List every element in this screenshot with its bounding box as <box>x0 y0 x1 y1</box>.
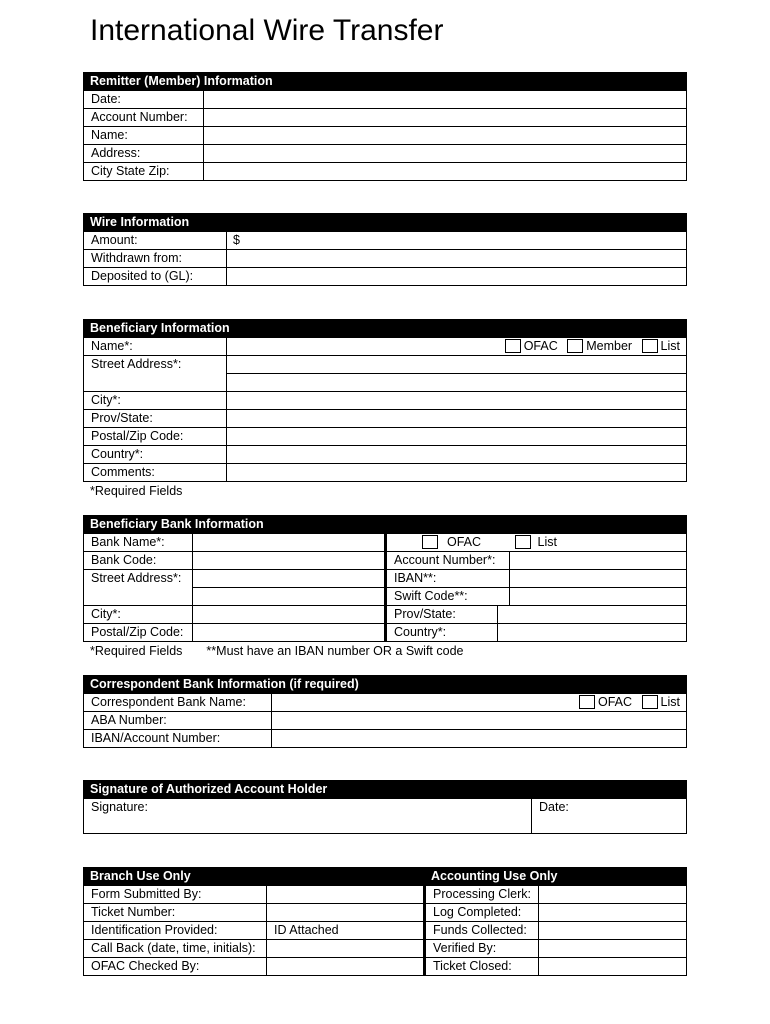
bene-row-street <box>84 356 687 374</box>
bank-row-code <box>84 552 687 570</box>
branch-header: Branch Use Only <box>90 869 191 883</box>
iban-label: IBAN**: <box>386 570 510 588</box>
bene-street-field-2[interactable] <box>227 374 687 392</box>
log-completed-label: Log Completed: <box>425 904 539 922</box>
corr-ofac-group <box>579 694 686 711</box>
corr-ofac-label: OFAC <box>598 695 633 709</box>
corr-row-aba <box>84 712 687 730</box>
remitter-section <box>83 72 687 181</box>
bank-country-label: Country*: <box>386 624 498 642</box>
bene-bank-header: Beneficiary Bank Information <box>83 515 687 533</box>
bank-ofac-label: OFAC <box>447 535 482 549</box>
wire-row-deposited <box>84 268 687 286</box>
bene-comments-field[interactable] <box>227 464 687 482</box>
ticket-closed-label: Ticket Closed: <box>425 958 539 976</box>
corr-iban-label: IBAN/Account Number: <box>84 730 272 748</box>
ticket-closed-field[interactable] <box>539 958 687 976</box>
bank-street-label: Street Address*: <box>84 570 193 606</box>
bene-city-label: City*: <box>84 392 227 410</box>
bank-row-name <box>84 534 687 552</box>
remitter-row-account <box>84 109 687 127</box>
deposited-label: Deposited to (GL): <box>84 268 227 286</box>
bank-ofac-group <box>386 534 687 552</box>
signature-section <box>83 780 687 834</box>
internal-row-4 <box>84 940 687 958</box>
beneficiary-table <box>83 337 687 482</box>
bank-postal-label: Postal/Zip Code: <box>84 624 193 642</box>
identification-label: Identification Provided: <box>84 922 267 940</box>
verified-by-label: Verified By: <box>425 940 539 958</box>
bene-country-field[interactable] <box>227 446 687 464</box>
bank-city-label: City*: <box>84 606 193 624</box>
signature-label: Signature: <box>91 800 148 814</box>
date-label: Date: <box>84 91 204 109</box>
internal-use-table <box>83 885 687 976</box>
ofac-checked-label: OFAC Checked By: <box>84 958 267 976</box>
bank-prov-field[interactable] <box>498 606 687 624</box>
bene-street-field-1[interactable] <box>227 356 687 374</box>
signature-date-field[interactable] <box>532 799 687 834</box>
corr-row-iban <box>84 730 687 748</box>
bene-row-city <box>84 392 687 410</box>
signature-date-label: Date: <box>539 800 569 814</box>
beneficiary-section <box>83 319 687 500</box>
bene-row-comments <box>84 464 687 482</box>
signature-row <box>84 799 687 834</box>
bank-code-label: Bank Code: <box>84 552 193 570</box>
member-checkbox[interactable] <box>567 339 583 353</box>
processing-clerk-label: Processing Clerk: <box>425 886 539 904</box>
form-submitted-label: Form Submitted By: <box>84 886 267 904</box>
remitter-row-address <box>84 145 687 163</box>
bene-country-label: Country*: <box>84 446 227 464</box>
remitter-row-date <box>84 91 687 109</box>
remitter-table <box>83 90 687 181</box>
wire-row-amount <box>84 232 687 250</box>
city-state-zip-field[interactable] <box>204 163 687 181</box>
deposited-field[interactable] <box>227 268 687 286</box>
bank-row-city <box>84 606 687 624</box>
page-title: International Wire Transfer <box>90 14 444 47</box>
remitter-row-city <box>84 163 687 181</box>
corr-list-label: List <box>660 695 680 709</box>
ofac-checkbox[interactable] <box>505 339 521 353</box>
corr-bank-name-label: Correspondent Bank Name: <box>84 694 272 712</box>
aba-label: ABA Number: <box>84 712 272 730</box>
bank-account-number-field[interactable] <box>510 552 687 570</box>
aba-field[interactable] <box>272 712 687 730</box>
list-checkbox[interactable] <box>642 339 658 353</box>
bank-city-field[interactable] <box>193 606 386 624</box>
date-field[interactable] <box>204 91 687 109</box>
accounting-header: Accounting Use Only <box>431 869 558 883</box>
amount-field[interactable]: $ <box>227 232 687 250</box>
correspondent-table <box>83 693 687 748</box>
bene-bank-table <box>83 533 687 642</box>
call-back-field[interactable] <box>267 940 425 958</box>
remitter-header: Remitter (Member) Information <box>83 72 687 90</box>
form-submitted-field[interactable] <box>267 886 425 904</box>
bene-row-name <box>84 338 687 356</box>
processing-clerk-field[interactable] <box>539 886 687 904</box>
swift-code-label: Swift Code**: <box>386 588 510 606</box>
bene-row-country <box>84 446 687 464</box>
call-back-label: Call Back (date, time, initials): <box>84 940 267 958</box>
bene-city-field[interactable] <box>227 392 687 410</box>
account-number-label: Account Number*: <box>386 552 510 570</box>
bank-name-label: Bank Name*: <box>84 534 193 552</box>
ticket-number-field[interactable] <box>267 904 425 922</box>
funds-collected-label: Funds Collected: <box>425 922 539 940</box>
amount-label: Amount: <box>84 232 227 250</box>
wire-header: Wire Information <box>83 213 687 231</box>
withdrawn-label: Withdrawn from: <box>84 250 227 268</box>
log-completed-field[interactable] <box>539 904 687 922</box>
wire-section <box>83 213 687 286</box>
signature-table <box>83 798 687 834</box>
bene-name-label: Name*: <box>84 338 227 356</box>
bene-comments-label: Comments: <box>84 464 227 482</box>
bene-street-label: Street Address*: <box>84 356 227 392</box>
bene-required-note: *Required Fields <box>90 484 183 498</box>
ofac-label: OFAC <box>523 339 558 353</box>
withdrawn-field[interactable] <box>227 250 687 268</box>
corr-ofac-checkbox[interactable] <box>579 695 595 709</box>
bank-country-field[interactable] <box>498 624 687 642</box>
bank-notes <box>83 642 687 660</box>
bank-ofac-checkbox[interactable] <box>422 535 438 549</box>
internal-row-3 <box>84 922 687 940</box>
member-label: Member <box>586 339 633 353</box>
bank-prov-label: Prov/State: <box>386 606 498 624</box>
verified-by-field[interactable] <box>539 940 687 958</box>
list-label: List <box>660 339 680 353</box>
iban-field[interactable] <box>510 570 687 588</box>
account-number-field[interactable] <box>204 109 687 127</box>
bene-postal-field[interactable] <box>227 428 687 446</box>
bene-row-prov <box>84 410 687 428</box>
internal-use-header <box>83 867 687 885</box>
signature-header: Signature of Authorized Account Holder <box>83 780 687 798</box>
bank-row-postal <box>84 624 687 642</box>
city-state-zip-label: City State Zip: <box>84 163 204 181</box>
bank-street-field-2[interactable] <box>193 588 386 606</box>
bene-postal-label: Postal/Zip Code: <box>84 428 227 446</box>
bank-street-field-1[interactable] <box>193 570 386 588</box>
corr-list-checkbox[interactable] <box>642 695 658 709</box>
swift-code-field[interactable] <box>510 588 687 606</box>
correspondent-header: Correspondent Bank Information (if required) <box>83 675 687 693</box>
address-field[interactable] <box>204 145 687 163</box>
funds-collected-field[interactable] <box>539 922 687 940</box>
internal-row-1 <box>84 886 687 904</box>
wire-row-withdrawn <box>84 250 687 268</box>
remitter-row-name <box>84 127 687 145</box>
id-attached-field[interactable]: ID Attached <box>267 922 425 940</box>
address-label: Address: <box>84 145 204 163</box>
bank-list-label: List <box>537 535 557 549</box>
bank-row-street <box>84 570 687 588</box>
bank-code-field[interactable] <box>193 552 386 570</box>
name-label: Name: <box>84 127 204 145</box>
corr-bank-name-field[interactable] <box>272 694 687 712</box>
ticket-number-label: Ticket Number: <box>84 904 267 922</box>
account-number-label: Account Number: <box>84 109 204 127</box>
iban-swift-note: **Must have an IBAN number OR a Swift code <box>206 644 464 658</box>
bank-required-note: *Required Fields <box>90 644 183 658</box>
bank-postal-field[interactable] <box>193 624 386 642</box>
corr-iban-field[interactable] <box>272 730 687 748</box>
bank-name-field[interactable] <box>193 534 386 552</box>
name-field[interactable] <box>204 127 687 145</box>
internal-row-5 <box>84 958 687 976</box>
bene-prov-field[interactable] <box>227 410 687 428</box>
signature-field[interactable] <box>84 799 532 834</box>
bene-row-postal <box>84 428 687 446</box>
bank-list-checkbox[interactable] <box>515 535 531 549</box>
corr-row-name <box>84 694 687 712</box>
bene-name-field[interactable] <box>227 338 687 356</box>
bene-bank-section <box>83 515 687 660</box>
bene-ofac-group <box>505 338 686 355</box>
internal-use-section <box>83 867 687 976</box>
beneficiary-header: Beneficiary Information <box>83 319 687 337</box>
ofac-checked-field[interactable] <box>267 958 425 976</box>
internal-row-2 <box>84 904 687 922</box>
bene-prov-label: Prov/State: <box>84 410 227 428</box>
correspondent-section <box>83 675 687 748</box>
wire-table <box>83 231 687 286</box>
